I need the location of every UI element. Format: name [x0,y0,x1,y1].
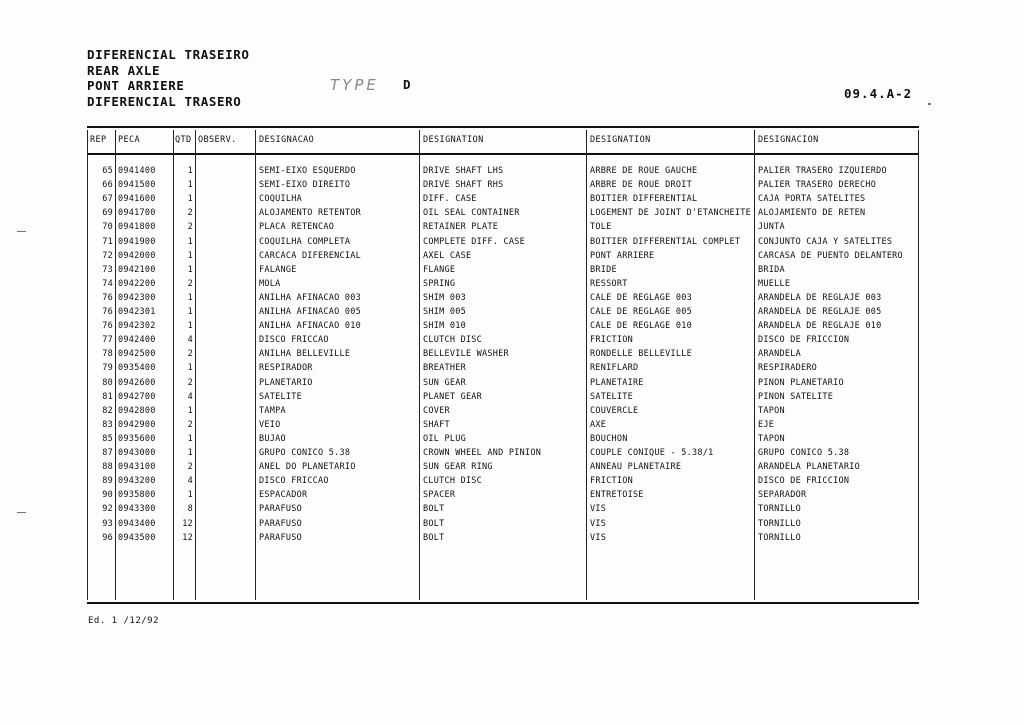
row-designation-fr: BRIDE [590,264,617,275]
row-quantity: 1 [187,264,193,275]
table-row [87,490,919,504]
row-designation-en: SHAFT [423,419,450,430]
header-designation-en: DESIGNATION [423,135,484,145]
row-rep: 77 [102,335,113,346]
row-designacao: ANILHA BELLEVILLE [259,349,351,360]
row-designation-en: DRIVE SHAFT RHS [423,180,504,191]
header-observ: OBSERV. [198,135,237,145]
row-designacion: PALIER TRASERO IZQUIERDO [758,166,887,176]
row-designacao: GRUPO CONICO 5.38 [259,448,351,458]
table-row [87,180,919,194]
table-row [87,434,919,448]
row-designacion: PINON PLANETARIO [758,377,844,388]
row-quantity: 2 [187,462,193,473]
row-part-number: 0941900 [118,236,156,247]
table-row [87,392,919,406]
row-designation-en: FLANGE [423,264,456,275]
row-designation-en: PLANET GEAR [423,391,483,402]
row-designation-fr: ARBRE DE ROUE DROIT [590,180,692,191]
row-designation-fr: VIS [590,518,607,529]
row-part-number: 0942302 [118,321,156,332]
row-designacao: DISCO FRICCAO [259,335,329,346]
row-designacao: MOLA [259,278,281,289]
row-designation-en: OIL PLUG [423,433,466,444]
row-rep: 83 [102,419,113,430]
table-row [87,406,919,420]
row-designacao: ESPACADOR [259,490,308,501]
row-quantity: 2 [187,349,193,360]
table-row [87,293,919,307]
row-designacao: CARCACA DIFERENCIAL [259,250,361,261]
row-quantity: 4 [187,476,193,487]
row-rep: 90 [102,490,113,501]
row-part-number: 0942100 [118,264,156,275]
row-designacao: PARAFUSO [259,532,302,543]
row-designation-en: BOLT [423,532,445,543]
row-designation-en: COVER [423,405,450,416]
row-designacao: ANILHA AFINACAO 010 [259,321,361,332]
table-row [87,194,919,208]
row-quantity: 1 [187,236,193,247]
handwritten-type-label: TYPE [330,76,379,94]
row-designation-fr: CALE DE REGLAGE 005 [590,307,692,317]
row-quantity: 1 [187,180,193,191]
row-designation-fr: COUVERCLE [590,405,639,416]
row-quantity: 8 [187,504,193,515]
row-part-number: 0935800 [118,490,156,501]
table-row [87,378,919,392]
row-part-number: 0943200 [118,476,156,487]
scan-speck [17,512,26,513]
row-designation-fr: AXE [590,419,607,430]
page-reference: 09.4.A-2 [844,86,913,101]
scan-speck [17,231,26,232]
row-designation-fr: TOLE [590,222,612,233]
header-designacion: DESIGNACION [758,135,819,145]
row-designacao: ALOJAMENTO RETENTOR [259,208,361,219]
row-designation-en: CLUTCH DISC [423,476,483,487]
row-designacion: TORNILLO [758,518,801,529]
title-english: REAR AXLE [87,62,161,78]
table-row [87,222,919,236]
title-french: PONT ARRIERE [87,78,185,93]
row-designation-fr: BOITIER DIFFERENTIAL COMPLET [590,236,741,247]
row-rep: 92 [102,504,113,515]
table-row [87,363,919,377]
table-row [87,448,919,462]
row-designacion: GRUPO CONICO 5.38 [758,448,850,458]
header-designation-fr: DESIGNATION [590,135,651,145]
row-designation-en: BREATHER [423,363,466,374]
row-rep: 87 [102,448,113,458]
row-designation-fr: CALE DE REGLAGE 010 [590,321,692,332]
row-part-number: 0942700 [118,391,156,402]
row-part-number: 0942800 [118,405,156,416]
row-quantity: 1 [187,307,193,317]
row-designation-en: DIFF. CASE [423,194,477,205]
row-designation-fr: BOITIER DIFFERENTIAL [590,194,698,205]
header-peca: PECA [118,135,141,145]
row-designacao: DISCO FRICCAO [259,476,329,487]
header-designacao: DESIGNACAO [259,135,315,145]
row-designacion: TORNILLO [758,504,801,515]
row-quantity: 4 [187,335,193,346]
row-designation-en: BOLT [423,504,445,515]
row-part-number: 0941500 [118,180,156,191]
table-header-rule [87,153,919,155]
table-row [87,251,919,265]
row-part-number: 0935600 [118,433,156,444]
table-row [87,476,919,490]
row-rep: 66 [102,180,113,191]
row-designation-en: BELLEVILE WASHER [423,349,509,360]
row-designacion: ARANDELA DE REGLAJE 003 [758,292,882,303]
row-rep: 82 [102,405,113,416]
row-designation-fr: FRICTION [590,335,633,346]
row-designation-en: CLUTCH DISC [423,335,483,346]
row-rep: 65 [102,166,113,176]
row-designacion: CAJA PORTA SATELITES [758,194,866,205]
row-designacion: JUNTA [758,222,785,233]
row-designation-fr: PLANETAIRE [590,377,644,388]
row-quantity: 1 [187,292,193,303]
row-rep: 96 [102,532,113,543]
row-designacao: PLACA RETENCAO [259,222,335,233]
row-part-number: 0942400 [118,335,156,346]
row-designacion: ARANDELA [758,349,801,360]
row-designacao: VEIO [259,419,281,430]
row-part-number: 0935400 [118,363,156,374]
row-designacao: COQUILHA [259,194,302,205]
row-designation-en: SUN GEAR [423,377,466,388]
row-designacion: ALOJAMIENTO DE RETEN [758,208,866,219]
row-rep: 81 [102,391,113,402]
row-designation-fr: PONT ARRIERE [590,250,655,261]
row-rep: 76 [102,307,113,317]
row-designation-en: COMPLETE DIFF. CASE [423,236,525,247]
row-designation-fr: RENIFLARD [590,363,639,374]
row-rep: 79 [102,363,113,374]
row-quantity: 2 [187,222,193,233]
edition-date: Ed. 1 /12/92 [88,616,160,626]
row-designation-en: SUN GEAR RING [423,462,493,473]
table-row [87,265,919,279]
row-rep: 70 [102,222,113,233]
row-designacao: COQUILHA COMPLETA [259,236,351,247]
row-part-number: 0941800 [118,222,156,233]
row-quantity: 2 [187,208,193,219]
row-designacion: TORNILLO [758,532,801,543]
table-row [87,321,919,335]
row-quantity: 4 [187,391,193,402]
row-designation-fr: BOUCHON [590,433,628,444]
row-quantity: 2 [187,278,193,289]
row-part-number: 0941600 [118,194,156,205]
row-part-number: 0943100 [118,462,156,473]
row-designacion: BRIDA [758,264,785,275]
row-rep: 74 [102,278,113,289]
row-designacao: RESPIRADOR [259,363,313,374]
row-designacion: EJE [758,419,775,430]
row-rep: 72 [102,250,113,261]
row-part-number: 0942300 [118,292,156,303]
row-designacao: BUJAO [259,433,286,444]
row-designacion: SEPARADOR [758,490,807,501]
row-quantity: 12 [182,532,193,543]
row-designacao: PARAFUSO [259,504,302,515]
table-row [87,519,919,533]
row-designacao: PARAFUSO [259,518,302,529]
table-row [87,307,919,321]
document-titles [87,47,250,109]
row-quantity: 2 [187,419,193,430]
row-designacao: ANILHA AFINACAO 003 [259,292,361,303]
row-designacion: CARCASA DE PUENTO DELANTERO [758,250,903,261]
parts-table [87,126,919,605]
row-designation-fr: LOGEMENT DE JOINT D'ETANCHEITE [590,208,752,219]
row-quantity: 1 [187,448,193,458]
row-designacao: ANILHA AFINACAO 005 [259,307,361,317]
row-rep: 76 [102,292,113,303]
row-designacion: DISCO DE FRICCION [758,335,850,346]
row-rep: 93 [102,518,113,529]
row-part-number: 0943500 [118,532,156,543]
table-row [87,504,919,518]
title-spanish: DIFERENCIAL TRASERO [87,93,242,109]
row-part-number: 0941400 [118,166,156,176]
row-designacion: TAPON [758,433,785,444]
row-rep: 71 [102,236,113,247]
row-rep: 80 [102,377,113,388]
row-designation-en: CROWN WHEEL AND PINION [423,448,542,458]
row-quantity: 1 [187,194,193,205]
row-designacao: TAMPA [259,405,286,416]
row-designacion: MUELLE [758,278,791,289]
row-designation-en: SPRING [423,278,456,289]
row-part-number: 0942000 [118,250,156,261]
row-designation-fr: RONDELLE BELLEVILLE [590,349,692,360]
row-designation-en: OIL SEAL CONTAINER [423,208,520,219]
row-rep: 73 [102,264,113,275]
header-rep: REP [90,135,107,145]
row-part-number: 0943000 [118,448,156,458]
row-rep: 78 [102,349,113,360]
row-rep: 85 [102,433,113,444]
table-row [87,335,919,349]
row-designation-fr: ARBRE DE ROUE GAUCHE [590,166,698,176]
row-designation-en: RETAINER PLATE [423,222,499,233]
row-designation-fr: FRICTION [590,476,633,487]
table-row [87,279,919,293]
row-designacion: PALIER TRASERO DERECHO [758,180,877,191]
row-designation-en: SHIM 003 [423,292,466,303]
row-quantity: 1 [187,250,193,261]
row-part-number: 0942500 [118,349,156,360]
table-row [87,420,919,434]
table-row [87,237,919,251]
row-designation-fr: COUPLE CONIQUE - 5.38/1 [590,448,714,458]
header-qtd: QTD [175,135,192,145]
row-rep: 89 [102,476,113,487]
row-designacion: CONJUNTO CAJA Y SATELITES [758,236,893,247]
row-designacion: RESPIRADERO [758,363,818,374]
row-designation-en: SPACER [423,490,456,501]
row-designacion: TAPON [758,405,785,416]
row-rep: 67 [102,194,113,205]
row-quantity: 1 [187,490,193,501]
row-rep: 88 [102,462,113,473]
row-designation-en: SHIM 005 [423,307,466,317]
row-quantity: 1 [187,321,193,332]
row-part-number: 0942600 [118,377,156,388]
row-designation-en: DRIVE SHAFT LHS [423,166,504,176]
row-designation-fr: VIS [590,532,607,543]
row-designation-en: BOLT [423,518,445,529]
row-designation-fr: CALE DE REGLAGE 003 [590,292,692,303]
row-designation-en: SHIM 010 [423,321,466,332]
row-designation-fr: ENTRETOISE [590,490,644,501]
row-designacao: FALANGE [259,264,297,275]
row-designation-fr: SATELITE [590,391,633,402]
row-designacion: ARANDELA DE REGLAJE 005 [758,307,882,317]
row-part-number: 0942900 [118,419,156,430]
table-row [87,166,919,180]
table-bottom-rule [87,602,919,604]
table-row [87,349,919,363]
row-part-number: 0942200 [118,278,156,289]
row-designacao: ANEL DO PLANETARIO [259,462,356,473]
row-quantity: 12 [182,518,193,529]
table-row [87,462,919,476]
scan-speck [928,103,931,105]
row-rep: 69 [102,208,113,219]
table-row [87,208,919,222]
row-designation-fr: VIS [590,504,607,515]
row-designation-fr: ANNEAU PLANETAIRE [590,462,682,473]
row-rep: 76 [102,321,113,332]
row-quantity: 2 [187,377,193,388]
row-designacion: PINON SATELITE [758,391,834,402]
table-row [87,533,919,547]
type-letter: D [403,77,411,92]
row-quantity: 1 [187,405,193,416]
row-designacion: ARANDELA DE REGLAJE 010 [758,321,882,332]
row-designacao: SEMI-EIXO ESQUERDO [259,166,356,176]
title-portuguese: DIFERENCIAL TRASEIRO [87,47,250,62]
table-top-rule [87,126,919,128]
row-designation-fr: RESSORT [590,278,628,289]
row-quantity: 1 [187,363,193,374]
row-part-number: 0943400 [118,518,156,529]
row-part-number: 0942301 [118,307,156,317]
row-designacao: SATELITE [259,391,302,402]
row-quantity: 1 [187,433,193,444]
row-part-number: 0941700 [118,208,156,219]
row-quantity: 1 [187,166,193,176]
row-designacao: PLANETARIO [259,377,313,388]
row-designacao: SEMI-EIXO DIREITO [259,180,351,191]
row-designacion: ARANDELA PLANETARIO [758,462,860,473]
row-part-number: 0943300 [118,504,156,515]
row-designacion: DISCO DE FRICCION [758,476,850,487]
row-designation-en: AXEL CASE [423,250,472,261]
